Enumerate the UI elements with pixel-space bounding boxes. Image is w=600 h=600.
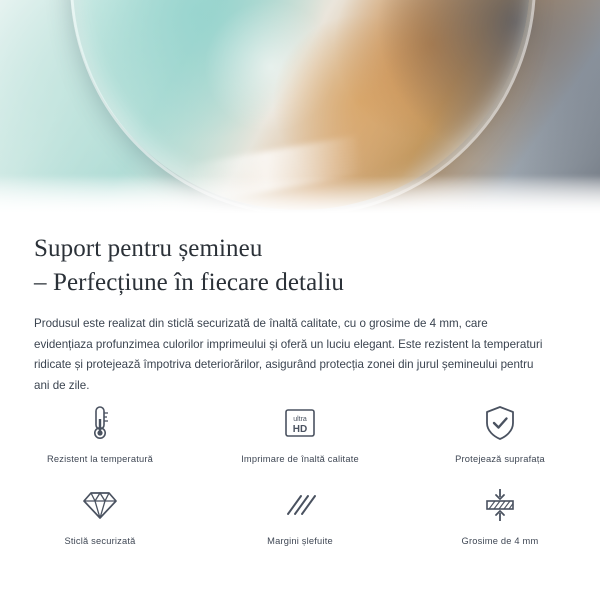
feature-item	[400, 400, 600, 464]
diamond-icon	[74, 482, 126, 528]
feature-label: Rezistent la temperatură	[46, 454, 154, 464]
polished-edges-icon	[274, 482, 326, 528]
feature-label: Imprimare de înaltă calitate	[241, 454, 359, 464]
ultra-hd-icon	[274, 400, 326, 446]
shield-check-icon	[474, 400, 526, 446]
description-paragraph: Produsul este realizat din sticlă securizată de înaltă calitate, cu o grosime de 4 mm, care evidențiaza profunzimea culorilor imprimeului și oferă un luciu elegant. Este rezistent la temperaturi ridicate și protejează împotriva deteriorărilor, asigurând protecția zonei din jurul șemineului pentru ani de zile.	[34, 317, 543, 392]
feature-item	[200, 400, 400, 464]
svg-text:ultra: ultra	[293, 416, 307, 423]
feature-item	[400, 482, 600, 546]
feature-item	[200, 482, 400, 546]
thickness-4mm-icon	[474, 482, 526, 528]
feature-label: Sticlă securizată	[64, 536, 136, 546]
svg-text:HD: HD	[292, 424, 308, 435]
plate-artwork	[70, 0, 530, 210]
content-block	[0, 222, 600, 396]
feature-label: Protejează suprafața	[455, 454, 545, 464]
glass-plate-image	[70, 0, 530, 210]
feature-label: Grosime de 4 mm	[461, 536, 539, 546]
feature-item	[0, 482, 200, 546]
headline-line-1: Suport pentru șemineu	[34, 235, 263, 262]
page-title	[0, 222, 600, 300]
feature-label: Margini șlefuite	[267, 536, 333, 546]
feature-grid	[0, 400, 600, 546]
hero-image	[0, 0, 600, 222]
headline-line-2: – Perfecțiune în fiecare detaliu	[34, 269, 344, 296]
feature-item	[0, 400, 200, 464]
thermometer-icon	[74, 400, 126, 446]
